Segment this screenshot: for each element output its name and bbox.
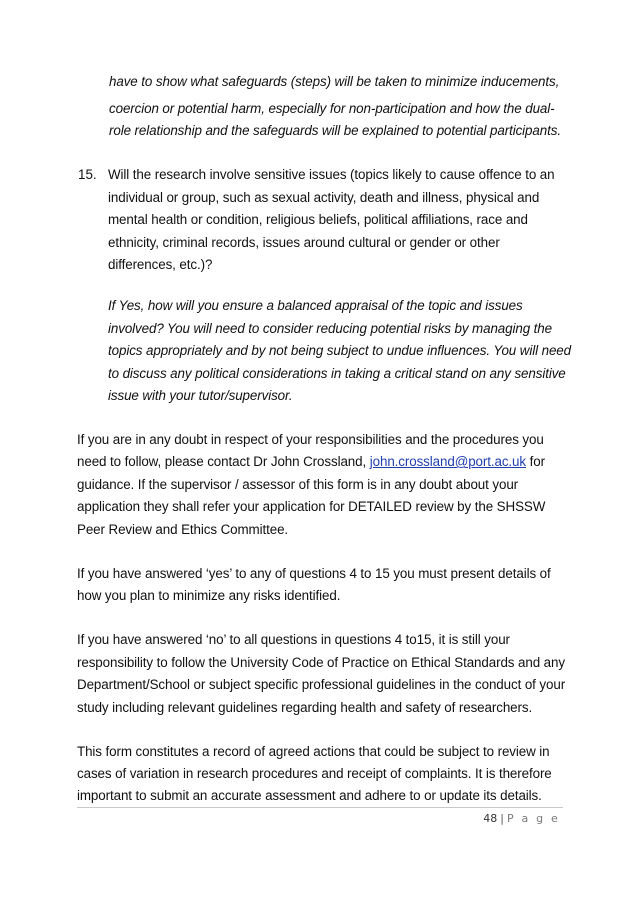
text-line: Department/School or subject specific professional guidelines in the conduct of your bbox=[77, 677, 566, 692]
text-line: If you have answered ‘no’ to all questions in questions 4 to15, it is still your bbox=[77, 632, 510, 647]
page-label: P a g e bbox=[506, 812, 560, 825]
question-number: 15. bbox=[78, 167, 97, 182]
contact-email-link[interactable]: john.crossland@port.ac.uk bbox=[369, 454, 526, 469]
text-line: coercion or potential harm, especially for non-participation and how the dual- bbox=[109, 101, 555, 116]
text-line: topics appropriately and by not being subject to undue influences. You will need bbox=[108, 343, 571, 358]
text-line: Peer Review and Ethics Committee. bbox=[77, 522, 289, 537]
text-span: for bbox=[526, 454, 545, 469]
text-line: This form constitutes a record of agreed actions that could be subject to review in bbox=[77, 744, 550, 759]
text-line: mental health or condition, religious beliefs, political affiliations, race and bbox=[108, 212, 528, 227]
text-line: issue with your tutor/supervisor. bbox=[108, 388, 293, 403]
page-footer bbox=[483, 812, 560, 826]
text-line: If you are in any doubt in respect of your responsibilities and the procedures you bbox=[77, 432, 544, 447]
text-line: cases of variation in research procedures and receipt of complaints. It is therefore bbox=[77, 766, 552, 781]
text-line bbox=[77, 454, 545, 470]
footer-separator: | bbox=[500, 812, 504, 825]
text-line: application they shall refer your application for DETAILED review by the SHSSW bbox=[77, 499, 546, 514]
text-span: need to follow, please contact Dr John Crossland, bbox=[77, 454, 370, 469]
text-line: have to show what safeguards (steps) will be taken to minimize inducements, bbox=[109, 74, 560, 89]
text-line: study including relevant guidelines regarding health and safety of researchers. bbox=[77, 700, 533, 715]
text-line: role relationship and the safeguards will be explained to potential participants. bbox=[109, 123, 561, 138]
text-line: individual or group, such as sexual activity, death and illness, physical and bbox=[108, 190, 540, 205]
text-line: If Yes, how will you ensure a balanced appraisal of the topic and issues bbox=[108, 298, 523, 313]
text-line: guidance. If the supervisor / assessor of this form is in any doubt about your bbox=[77, 477, 519, 492]
text-line: involved? You will need to consider reducing potential risks by managing the bbox=[108, 321, 552, 336]
text-line: ethnicity, criminal records, issues around cultural or gender or other bbox=[108, 235, 500, 250]
text-line: to discuss any political considerations in taking a critical stand on any sensitive bbox=[108, 366, 566, 381]
text-line: Will the research involve sensitive issues (topics likely to cause offence to an bbox=[108, 167, 555, 182]
text-line: how you plan to minimize any risks identified. bbox=[77, 588, 341, 603]
text-line: responsibility to follow the University Code of Practice on Ethical Standards and any bbox=[77, 655, 565, 670]
footer-divider bbox=[77, 807, 563, 808]
text-line: important to submit an accurate assessment and adhere to or update its details. bbox=[77, 788, 542, 803]
page-number: 48 bbox=[483, 812, 498, 825]
text-line: differences, etc.)? bbox=[108, 257, 213, 272]
text-line: If you have answered ‘yes’ to any of questions 4 to 15 you must present details of bbox=[77, 566, 551, 581]
